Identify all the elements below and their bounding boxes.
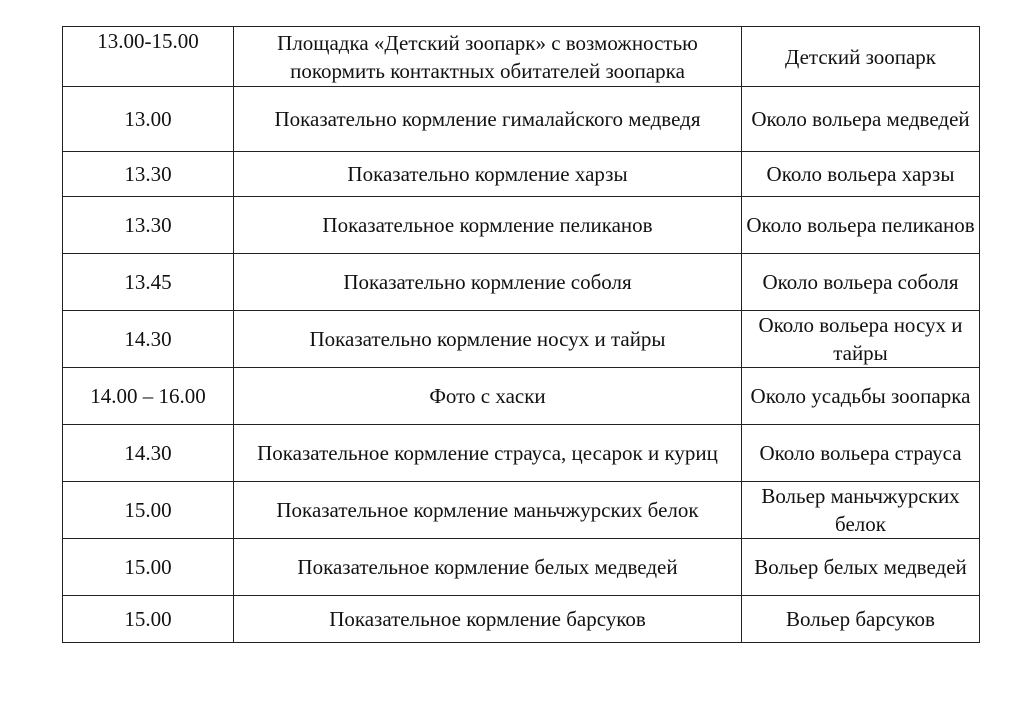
table-row	[63, 368, 980, 425]
place-cell: Около вольера носух и тайры	[742, 311, 980, 368]
event-cell: Показательное кормление маньчжурских белок	[234, 482, 742, 539]
table-row	[63, 197, 980, 254]
event-cell: Фото с хаски	[234, 368, 742, 425]
schedule-table	[62, 26, 980, 643]
time-cell: 15.00	[63, 482, 234, 539]
event-cell: Показательное кормление белых медведей	[234, 539, 742, 596]
time-cell: 15.00	[63, 539, 234, 596]
place-cell: Около вольера харзы	[742, 152, 980, 197]
event-cell: Показательно кормление соболя	[234, 254, 742, 311]
table-row	[63, 482, 980, 539]
event-cell: Показательное кормление барсуков	[234, 596, 742, 643]
table-row	[63, 425, 980, 482]
event-cell: Показательно кормление гималайского медведя	[234, 87, 742, 152]
event-cell: Показательно кормление харзы	[234, 152, 742, 197]
time-cell: 14.30	[63, 425, 234, 482]
time-cell: 13.00-15.00	[63, 27, 234, 87]
place-cell: Вольер белых медведей	[742, 539, 980, 596]
event-cell: Площадка «Детский зоопарк» с возможностью покормить контактных обитателей зоопарка	[234, 27, 742, 87]
time-cell: 13.30	[63, 197, 234, 254]
place-cell: Около вольера пеликанов	[742, 197, 980, 254]
table-row	[63, 27, 980, 87]
time-cell: 15.00	[63, 596, 234, 643]
event-cell: Показательное кормление пеликанов	[234, 197, 742, 254]
table-row	[63, 311, 980, 368]
table-row	[63, 539, 980, 596]
place-cell: Вольер маньчжурских белок	[742, 482, 980, 539]
event-cell: Показательное кормление страуса, цесарок и куриц	[234, 425, 742, 482]
table-row	[63, 87, 980, 152]
time-cell: 13.30	[63, 152, 234, 197]
table-row	[63, 596, 980, 643]
place-cell: Около вольера соболя	[742, 254, 980, 311]
table-row	[63, 152, 980, 197]
event-cell: Показательно кормление носух и тайры	[234, 311, 742, 368]
place-cell: Около усадьбы зоопарка	[742, 368, 980, 425]
place-cell: Около вольера страуса	[742, 425, 980, 482]
time-cell: 13.00	[63, 87, 234, 152]
place-cell: Детский зоопарк	[742, 27, 980, 87]
place-cell: Около вольера медведей	[742, 87, 980, 152]
time-cell: 14.30	[63, 311, 234, 368]
time-cell: 13.45	[63, 254, 234, 311]
time-cell: 14.00 – 16.00	[63, 368, 234, 425]
place-cell: Вольер барсуков	[742, 596, 980, 643]
table-row	[63, 254, 980, 311]
